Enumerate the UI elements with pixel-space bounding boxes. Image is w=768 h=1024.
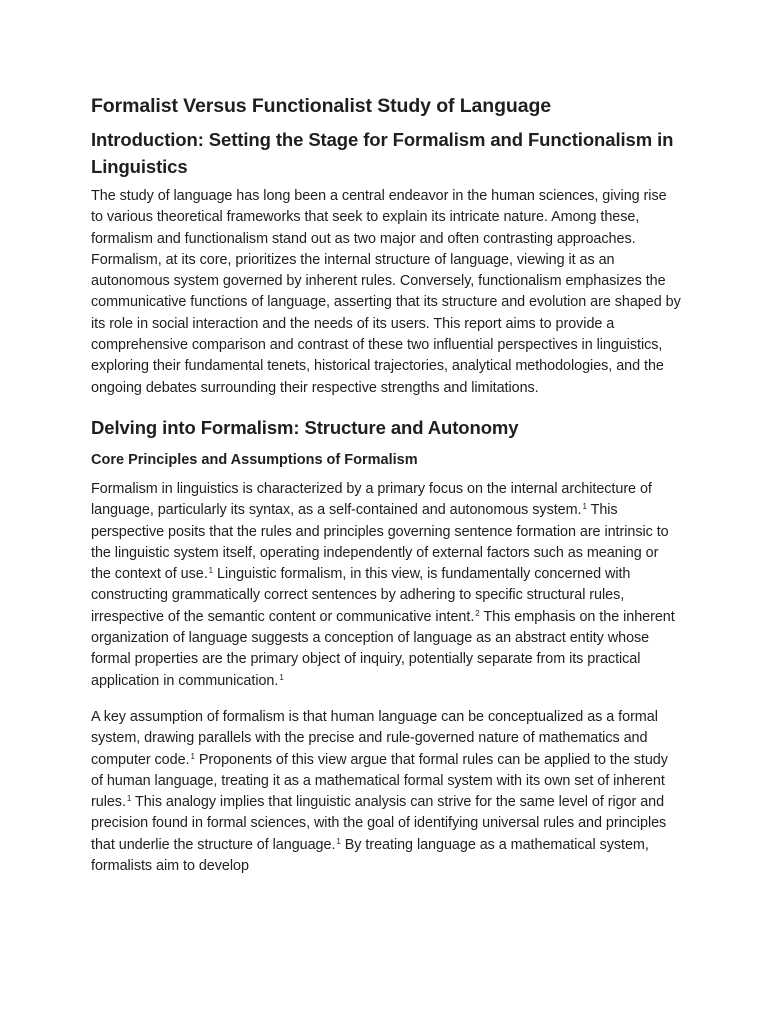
sentence: This perspective posits that the rules and principles governing sentence formation are intrinsic to the linguistic system itself, operating independently of external factors such as meaning or the context of use. xyxy=(91,502,669,583)
footnote-ref[interactable]: 1 xyxy=(336,836,341,846)
formalism-paragraph-2 xyxy=(91,707,681,877)
formalism-paragraph-1 xyxy=(91,479,681,692)
sentence: Formalism in linguistics is characterized by a primary focus on the internal architecture of language, particularly its syntax, as a self-contained and autonomous system. xyxy=(91,480,652,519)
core-principles-heading: Core Principles and Assumptions of Formalism xyxy=(91,451,418,468)
footnote-ref[interactable]: 1 xyxy=(208,566,214,576)
formalism-heading: Delving into Formalism: Structure and Autonomy xyxy=(91,416,519,438)
footnote-ref[interactable]: 1 xyxy=(582,502,587,512)
footnote-ref[interactable]: 2 xyxy=(475,608,480,618)
document-title: Formalist Versus Functionalist Study of Language xyxy=(91,95,552,117)
intro-paragraph: The study of language has long been a central endeavor in the human sciences, giving rise to various theoretical frameworks that seek to explain its intricate nature. Among these, formalism and functionalism stand out as two major and often contrasting approaches. Formalism, at its core, prioritizes the internal structure of language, viewing it as an autonomous system governed by inherent rules. Conversely, functionalism emphasizes the communicative functions of language, asserting that its structure and evolution are shaped by its role in social interaction and the needs of its users. This report aims to provide a comprehensive comparison and contrast of these two influential perspectives in linguistics, exploring their fundamental tenets, historical trajectories, analytical methodologies, and the ongoing debates surrounding their respective strengths and limitations. xyxy=(91,188,681,396)
document-page xyxy=(91,92,681,892)
sentence: Proponents of this view argue that formal rules can be applied to the study of human language, treating it as a mathematical formal system with its own set of inherent rules. xyxy=(91,751,668,811)
sentence: This analogy implies that linguistic analysis can strive for the same level of rigor and precision found in formal sciences, with the goal of identifying universal rules and principles that underlie the structure of language. xyxy=(91,794,667,853)
sentence: Linguistic formalism, in this view, is fundamentally concerned with constructing grammatically correct sentences by adhering to specific structural rules, irrespective of the semantic content or communicative intent. xyxy=(91,566,631,625)
sentence: By treating language as a mathematical system, formalists aim to develop xyxy=(91,836,649,875)
sentence: This emphasis on the inherent organization of language suggests a conception of language as an abstract entity whose formal properties are the primary object of inquiry, potentially separate from its practical application in communication. xyxy=(91,608,675,689)
sentence: A key assumption of formalism is that human language can be conceptualized as a formal system, drawing parallels with the precise and rule-governed nature of mathematics and computer code. xyxy=(91,708,658,768)
footnote-ref[interactable]: 1 xyxy=(126,794,132,804)
footnote-ref[interactable]: 1 xyxy=(279,672,284,682)
intro-heading: Introduction: Setting the Stage for Formalism and Functionalism in Linguistics xyxy=(91,129,674,177)
footnote-ref[interactable]: 1 xyxy=(190,751,195,761)
